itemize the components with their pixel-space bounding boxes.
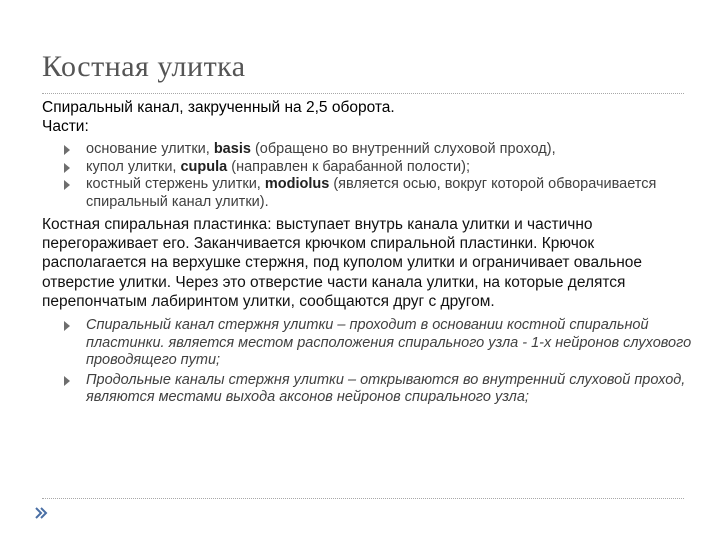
footer-divider [42,498,684,499]
list-item: Продольные каналы стержня улитки – открываются во внутренний слуховой проход, являются местами выхода аксонов нейронов спирального узла; [86,372,692,407]
lamina-paragraph [42,215,692,311]
list-item: основание улитки, basis (обращено во внутренний слуховой проход), [86,141,692,159]
chevron-double-right-icon[interactable] [34,506,48,520]
list-item: купол улитки, cupula (направлен к барабанной полости); [86,159,692,177]
list-item: костный стержень улитки, modiolus (является осью, вокруг которой обворачивается спиральный канал улитки). [86,176,692,211]
triangle-right-icon [64,145,70,155]
parts-list [42,141,692,211]
canals-list [42,317,692,407]
lamina-text: : выступает внутрь канала улитки и частично перегораживает его. Заканчивается крючком спиральной пластинки. Крючок располагается на верхушке стержня, под куполом улитки и ограничивает овальное отверстие улитки. Через это отверстие части канала улитки, на которые делятся перепончатым лабиринтом улитки, сообщаются друг с другом. [42,216,643,310]
parts-label: Части: [42,118,89,135]
slide-title: Костная улитка [42,50,246,83]
latin-term: cupula [180,158,228,175]
latin-term: modiolus [264,176,330,192]
triangle-right-icon [64,321,70,331]
intro-term: Спиральный канал [42,99,180,116]
latin-term: basis [213,141,251,157]
title-divider [42,93,684,94]
triangle-right-icon [64,376,70,386]
slide-content [42,96,692,409]
triangle-right-icon [64,180,70,190]
intro-text: , закрученный на 2,5 оборота. [179,99,395,116]
intro-paragraph [42,98,692,117]
lamina-term: Костная спиральная пластинка [42,216,268,233]
list-item: Спиральный канал стержня улитки – проходит в основании костной спиральной пластинки. является местом расположения спирального узла - 1-х нейронов слухового проводящего пути; [86,317,692,370]
triangle-right-icon [64,163,70,173]
